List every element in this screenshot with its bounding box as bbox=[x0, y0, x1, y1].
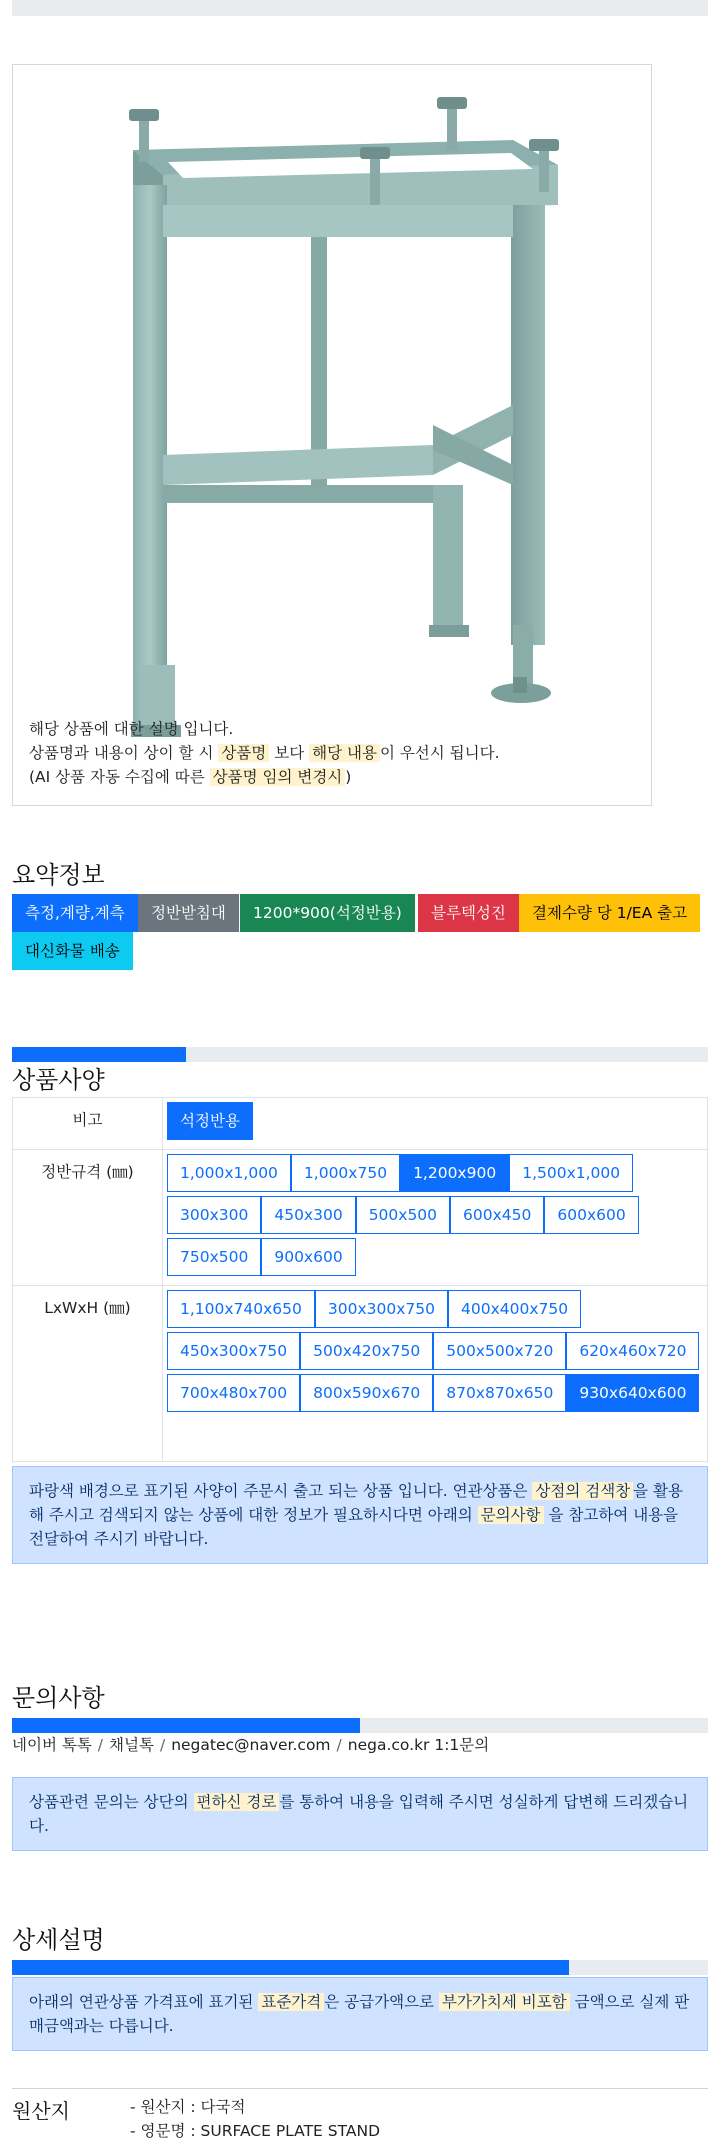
channel-email[interactable]: negatec@naver.com bbox=[171, 1736, 331, 1754]
spec-option[interactable]: 1,000x1,000 bbox=[167, 1154, 291, 1192]
spec-label: 정반규격 (㎜) bbox=[13, 1150, 163, 1286]
highlight-vat-excluded: 부가가치세 비포함 bbox=[439, 1993, 570, 2011]
product-note-line1: 해당 상품에 대한 설명 입니다. bbox=[29, 720, 234, 738]
spec-option[interactable]: 1,500x1,000 bbox=[509, 1154, 633, 1192]
product-notes bbox=[29, 717, 500, 789]
spec-option[interactable]: 900x600 bbox=[261, 1238, 355, 1276]
specs-progress bbox=[12, 1047, 708, 1062]
spec-option[interactable]: 450x300x750 bbox=[167, 1332, 300, 1370]
spec-row-dimensions bbox=[13, 1286, 708, 1462]
origin-country: - 원산지 : 다국적 bbox=[130, 2098, 246, 2116]
origin-label: 원산지 bbox=[12, 2099, 70, 2123]
origin-values bbox=[130, 2095, 380, 2143]
spec-option[interactable]: 1,200x900 bbox=[400, 1154, 509, 1192]
inquiry-progress bbox=[12, 1718, 708, 1733]
highlight-search-box: 상점의 검색창 bbox=[532, 1482, 633, 1500]
origin-row bbox=[12, 2088, 708, 2140]
detail-progress-fill bbox=[12, 1960, 569, 1975]
spec-option[interactable]: 700x480x700 bbox=[167, 1374, 300, 1412]
channel-talk[interactable]: 채널톡 bbox=[109, 1736, 154, 1754]
product-note-line3: (AI 상품 자동 수집에 따른 상품명 임의 변경시 ) bbox=[29, 768, 352, 786]
spec-option[interactable]: 400x400x750 bbox=[448, 1290, 581, 1328]
spec-row-plate-size bbox=[13, 1150, 708, 1286]
top-bar bbox=[12, 0, 708, 16]
highlight-convenient-route: 편하신 경로 bbox=[194, 1793, 280, 1811]
spec-options bbox=[163, 1286, 708, 1462]
spec-option[interactable]: 450x300 bbox=[261, 1196, 355, 1234]
spec-option[interactable]: 500x420x750 bbox=[300, 1332, 433, 1370]
spec-option[interactable]: 300x300x750 bbox=[315, 1290, 448, 1328]
spec-option[interactable]: 750x500 bbox=[167, 1238, 261, 1276]
spec-option[interactable]: 1,000x750 bbox=[291, 1154, 400, 1192]
badge-shipping: 대신화물 배송 bbox=[12, 932, 133, 970]
spec-option[interactable]: 석정반용 bbox=[167, 1102, 253, 1140]
spec-option[interactable]: 500x500x720 bbox=[433, 1332, 566, 1370]
spec-options bbox=[163, 1098, 708, 1150]
spec-table bbox=[12, 1097, 708, 1462]
spec-label: 비고 bbox=[13, 1098, 163, 1150]
channel-site-inquiry[interactable]: nega.co.kr 1:1문의 bbox=[347, 1736, 490, 1754]
highlight-product-name: 상품명 bbox=[218, 744, 269, 762]
spec-options bbox=[163, 1150, 708, 1286]
badge-quantity: 결제수량 당 1/EA 출고 bbox=[519, 894, 700, 932]
badge-brand: 블루텍성진 bbox=[418, 894, 519, 932]
product-image-box bbox=[12, 64, 652, 806]
spec-option[interactable]: 600x450 bbox=[450, 1196, 544, 1234]
detail-alert: 아래의 연관상품 가격표에 표기된 표준가격 은 공급가액으로 부가가치세 비포함 금액으로 실제 판매금액과는 다릅니다. bbox=[12, 1977, 708, 2051]
specs-title: 상품사양 bbox=[12, 1066, 105, 1094]
detail-progress bbox=[12, 1960, 708, 1975]
product-image-stand bbox=[13, 65, 653, 807]
origin-english-name: - 영문명 : SURFACE PLATE STAND bbox=[130, 2122, 380, 2140]
specs-alert: 파랑색 배경으로 표기된 사양이 주문시 출고 되는 상품 입니다. 연관상품은 상점의 검색창 을 활용해 주시고 검색되지 않는 상품에 대한 정보가 필요하시다면 아래의 문의사항 을 참고하여 내용을 전달하여 주시기 바랍니다. bbox=[12, 1466, 708, 1564]
spec-option[interactable]: 1,100x740x650 bbox=[167, 1290, 315, 1328]
spec-option[interactable]: 600x600 bbox=[544, 1196, 638, 1234]
badge-type: 정반받침대 bbox=[138, 894, 239, 932]
inquiry-alert: 상품관련 문의는 상단의 편하신 경로 를 통하여 내용을 입력해 주시면 성실하게 답변해 드리겠습니다. bbox=[12, 1777, 708, 1851]
spec-option[interactable]: 930x640x600 bbox=[566, 1374, 699, 1412]
contact-channels: 네이버 톡톡 / 채널톡 / negatec@naver.com / nega.co.kr 1:1문의 bbox=[12, 1736, 490, 1754]
highlight-inquiry: 문의사항 bbox=[478, 1506, 544, 1524]
highlight-name-change: 상품명 임의 변경시 bbox=[210, 768, 346, 786]
spec-option[interactable]: 620x460x720 bbox=[566, 1332, 699, 1370]
spec-row-note bbox=[13, 1098, 708, 1150]
product-note-line2: 상품명과 내용이 상이 할 시 상품명 보다 해당 내용 이 우선시 됩니다. bbox=[29, 744, 500, 762]
spec-option[interactable]: 870x870x650 bbox=[433, 1374, 566, 1412]
badge-category: 측정,계량,계측 bbox=[12, 894, 138, 932]
highlight-content: 해당 내용 bbox=[309, 744, 380, 762]
spec-option[interactable]: 300x300 bbox=[167, 1196, 261, 1234]
inquiry-title: 문의사항 bbox=[12, 1684, 105, 1712]
channel-naver-talk[interactable]: 네이버 톡톡 bbox=[12, 1736, 92, 1754]
badge-size: 1200*900(석정반용) bbox=[240, 894, 415, 932]
spec-option[interactable]: 500x500 bbox=[356, 1196, 450, 1234]
inquiry-progress-fill bbox=[12, 1718, 360, 1733]
summary-title: 요약정보 bbox=[12, 861, 105, 889]
spec-label: LxWxH (㎜) bbox=[13, 1286, 163, 1462]
highlight-standard-price: 표준가격 bbox=[258, 1993, 324, 2011]
spec-option[interactable]: 800x590x670 bbox=[300, 1374, 433, 1412]
detail-title: 상세설명 bbox=[12, 1926, 105, 1954]
